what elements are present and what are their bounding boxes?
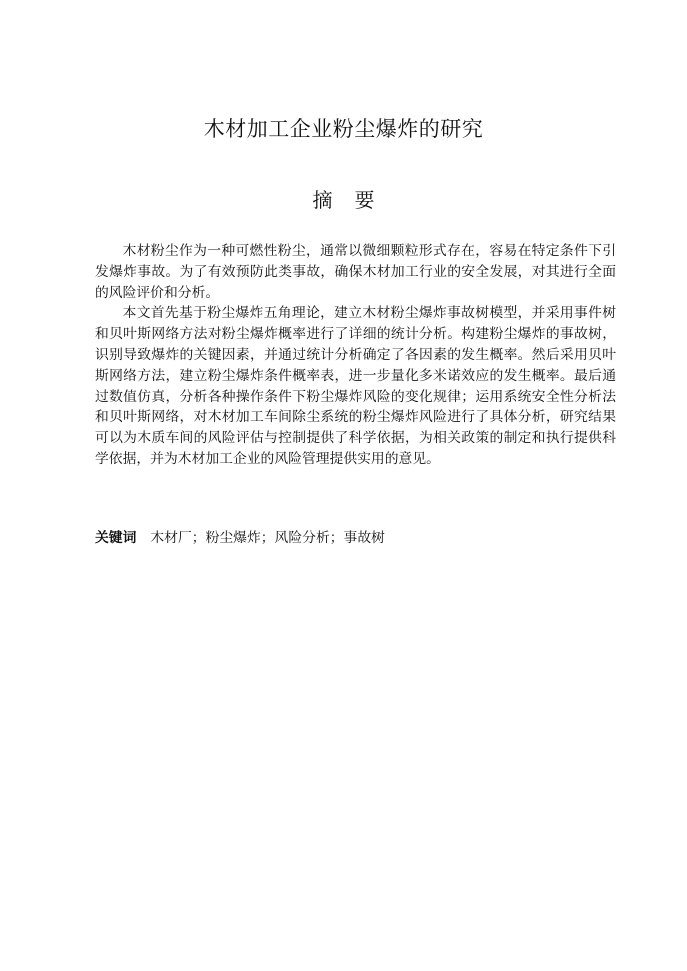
abstract-heading: 摘要 (312, 188, 397, 212)
paper-title: 木材加工企业粉尘爆炸的研究 (203, 117, 484, 141)
keywords-text: 木材厂；粉尘爆炸；风险分析；事故树 (150, 530, 385, 546)
abstract-paragraph-1: 木材粉尘作为一种可燃性粉尘，通常以微细颗粒形式存在，容易在特定条件下引发爆炸事故。为了有效预防此类事故，确保木材加工行业的安全发展，对其进行全面的风险评价和分析。 (95, 243, 616, 301)
keywords-label: 关键词 (95, 530, 137, 546)
abstract-paragraph-2: 本文首先基于粉尘爆炸五角理论，建立木材粉尘爆炸事故树模型，并采用事件树和贝叶斯网络方法对粉尘爆炸概率进行了详细的统计分析。构建粉尘爆炸的事故树，识别导致爆炸的关键因素，并通过统计分析确定了各因素的发生概率。然后采用贝叶斯网络方法，建立粉尘爆炸条件概率表，进一步量化多米诺效应的发生概率。最后通过数值仿真，分析各种操作条件下粉尘爆炸风险的变化规律；运用系统安全性分析法和贝叶斯网络，对木材加工车间除尘系统的粉尘爆炸风险进行了具体分析，研究结果可以为木质车间的风险评估与控制提供了科学依据，为相关政策的制定和执行提供科学依据，并为木材加工企业的风险管理提供实用的意见。 (95, 305, 616, 467)
abstract-body (95, 241, 616, 470)
keywords-line (95, 528, 616, 548)
